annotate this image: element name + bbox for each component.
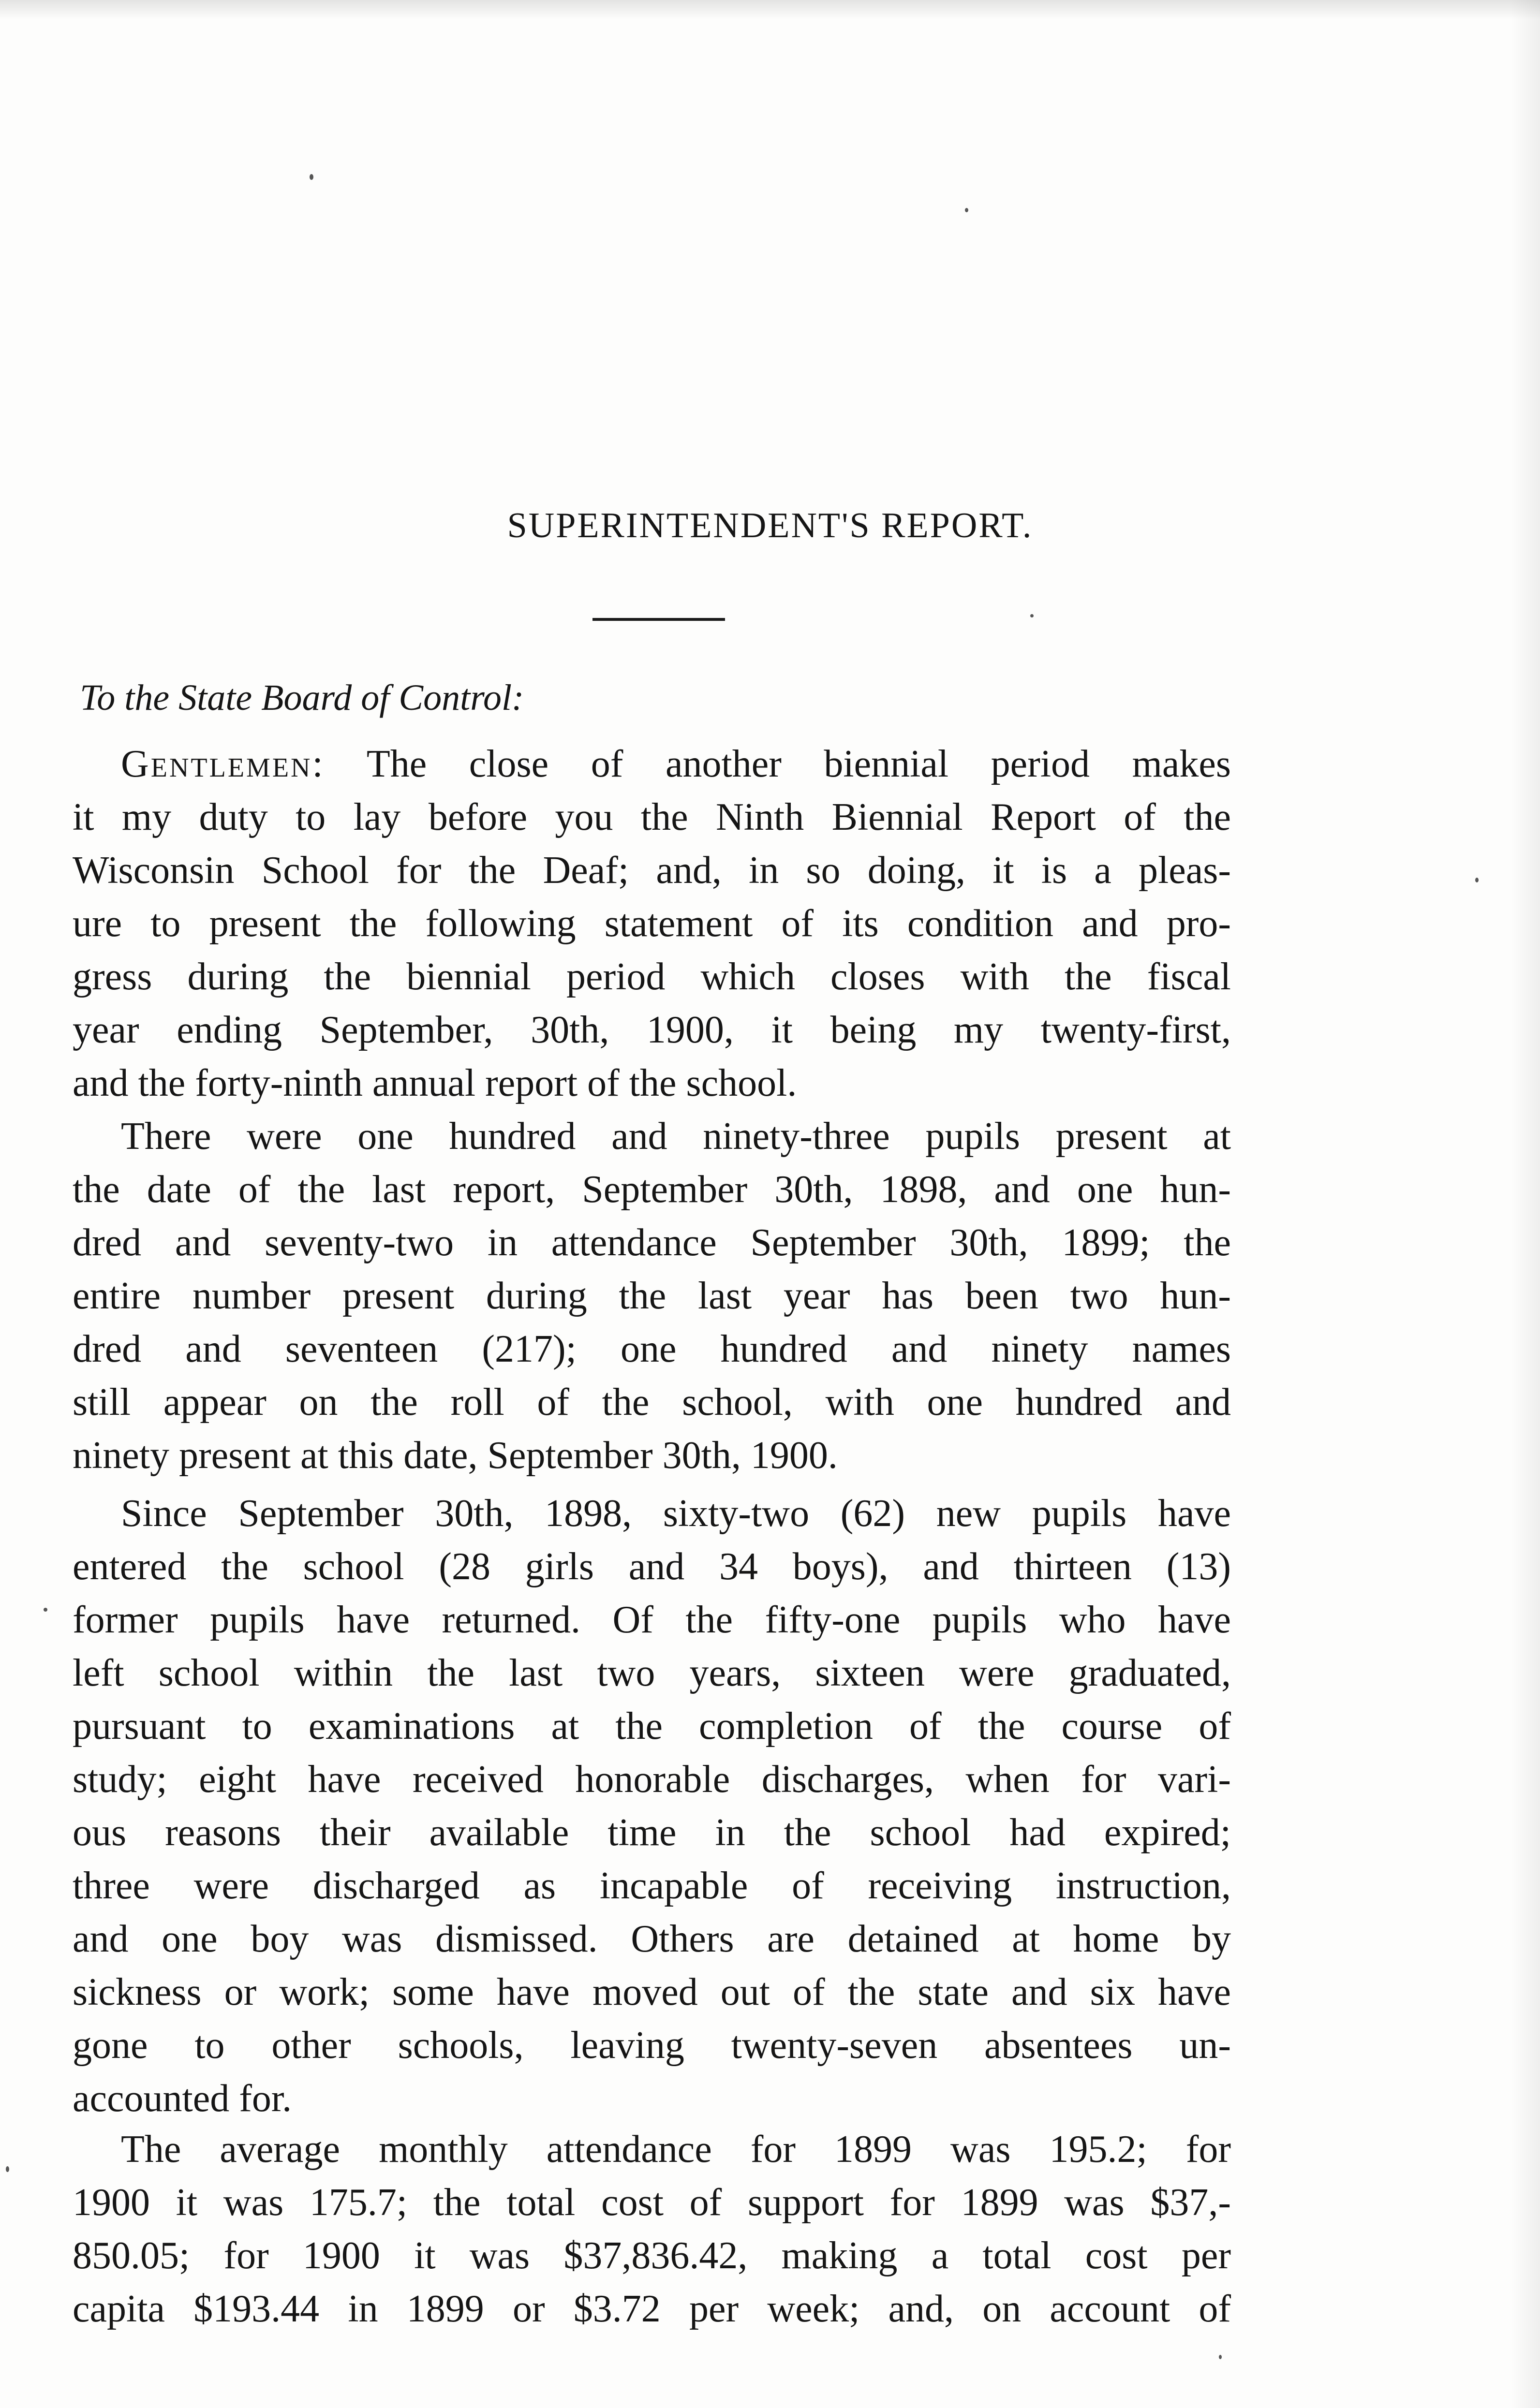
- paragraph-line: three were discharged as incapable of receiving instruction,: [73, 1865, 1231, 1907]
- paragraph-4: [73, 2123, 1231, 2335]
- paragraph-line: it my duty to lay before you the Ninth Biennial Report of the: [73, 796, 1231, 838]
- paragraph-line: dred and seventeen (217); one hundred and ninety names: [73, 1328, 1231, 1370]
- paragraph-line: left school within the last two years, sixteen were graduated,: [73, 1652, 1231, 1694]
- paragraph-line: Gentlemen: The close of another biennial period makes: [121, 743, 1231, 785]
- page-top-shadow: [0, 0, 1540, 19]
- paragraph-line: 1900 it was 175.7; the total cost of support for 1899 was $37,-: [73, 2181, 1231, 2224]
- paragraph-2: [73, 1110, 1231, 1482]
- paragraph-line: The average monthly attendance for 1899 was 195.2; for: [121, 2128, 1231, 2171]
- paragraph-line: capita $193.44 in 1899 or $3.72 per week; and, on account of: [73, 2288, 1231, 2330]
- paragraph-line: There were one hundred and ninety-three pupils present at: [121, 1115, 1231, 1158]
- paragraph-line: study; eight have received honorable discharges, when for vari-: [73, 1758, 1231, 1801]
- scan-speck: [1219, 2355, 1222, 2359]
- paragraph-line: pursuant to examinations at the completion of the course of: [73, 1705, 1231, 1747]
- paragraph-line: former pupils have returned. Of the fifty-one pupils who have: [73, 1599, 1231, 1641]
- paragraph-line: gress during the biennial period which closes with the fiscal: [73, 955, 1231, 998]
- scan-speck: [44, 1608, 47, 1612]
- paragraph-line: entire number present during the last year has been two hun-: [73, 1275, 1231, 1317]
- salutation: To the State Board of Control:: [80, 677, 524, 718]
- scan-speck: [965, 208, 968, 212]
- paragraph-line: accounted for.: [73, 2077, 292, 2120]
- opening-word: Gentlemen:: [121, 743, 325, 785]
- paragraph-3: [73, 1487, 1231, 2125]
- scan-speck: [1030, 614, 1034, 617]
- paragraph-line: Wisconsin School for the Deaf; and, in so doing, it is a pleas-: [73, 849, 1231, 892]
- paragraph-line: ous reasons their available time in the school had expired;: [73, 1811, 1231, 1854]
- paragraph-line: 850.05; for 1900 it was $37,836.42, making a total cost per: [73, 2234, 1231, 2277]
- paragraph-line: entered the school (28 girls and 34 boys), and thirteen (13): [73, 1545, 1231, 1588]
- paragraph-1: [73, 737, 1231, 1110]
- paragraph-line: still appear on the roll of the school, with one hundred and: [73, 1381, 1231, 1424]
- paragraph-line: gone to other schools, leaving twenty-seven absentees un-: [73, 2024, 1231, 2067]
- page-title: SUPERINTENDENT'S REPORT.: [507, 506, 1033, 545]
- title-rule: [592, 618, 725, 621]
- paragraph-line: ninety present at this date, September 30th, 1900.: [73, 1434, 838, 1477]
- paragraph-line: ure to present the following statement of its condition and pro-: [73, 902, 1231, 945]
- paragraph-line: sickness or work; some have moved out of the state and six have: [73, 1971, 1231, 2013]
- scan-speck: [310, 174, 313, 180]
- paragraph-line: Since September 30th, 1898, sixty-two (62) new pupils have: [121, 1492, 1231, 1535]
- paragraph-line: and one boy was dismissed. Others are detained at home by: [73, 1918, 1231, 1960]
- paragraph-line: dred and seventy-two in attendance September 30th, 1899; the: [73, 1221, 1231, 1264]
- scan-speck: [1475, 878, 1479, 882]
- paragraph-line: year ending September, 30th, 1900, it being my twenty-first,: [73, 1009, 1231, 1051]
- paragraph-line: and the forty-ninth annual report of the school.: [73, 1062, 797, 1104]
- scan-speck: [6, 2166, 9, 2172]
- page-edge-shadow: [1511, 0, 1540, 2408]
- paragraph-line: the date of the last report, September 30th, 1898, and one hun-: [73, 1168, 1231, 1211]
